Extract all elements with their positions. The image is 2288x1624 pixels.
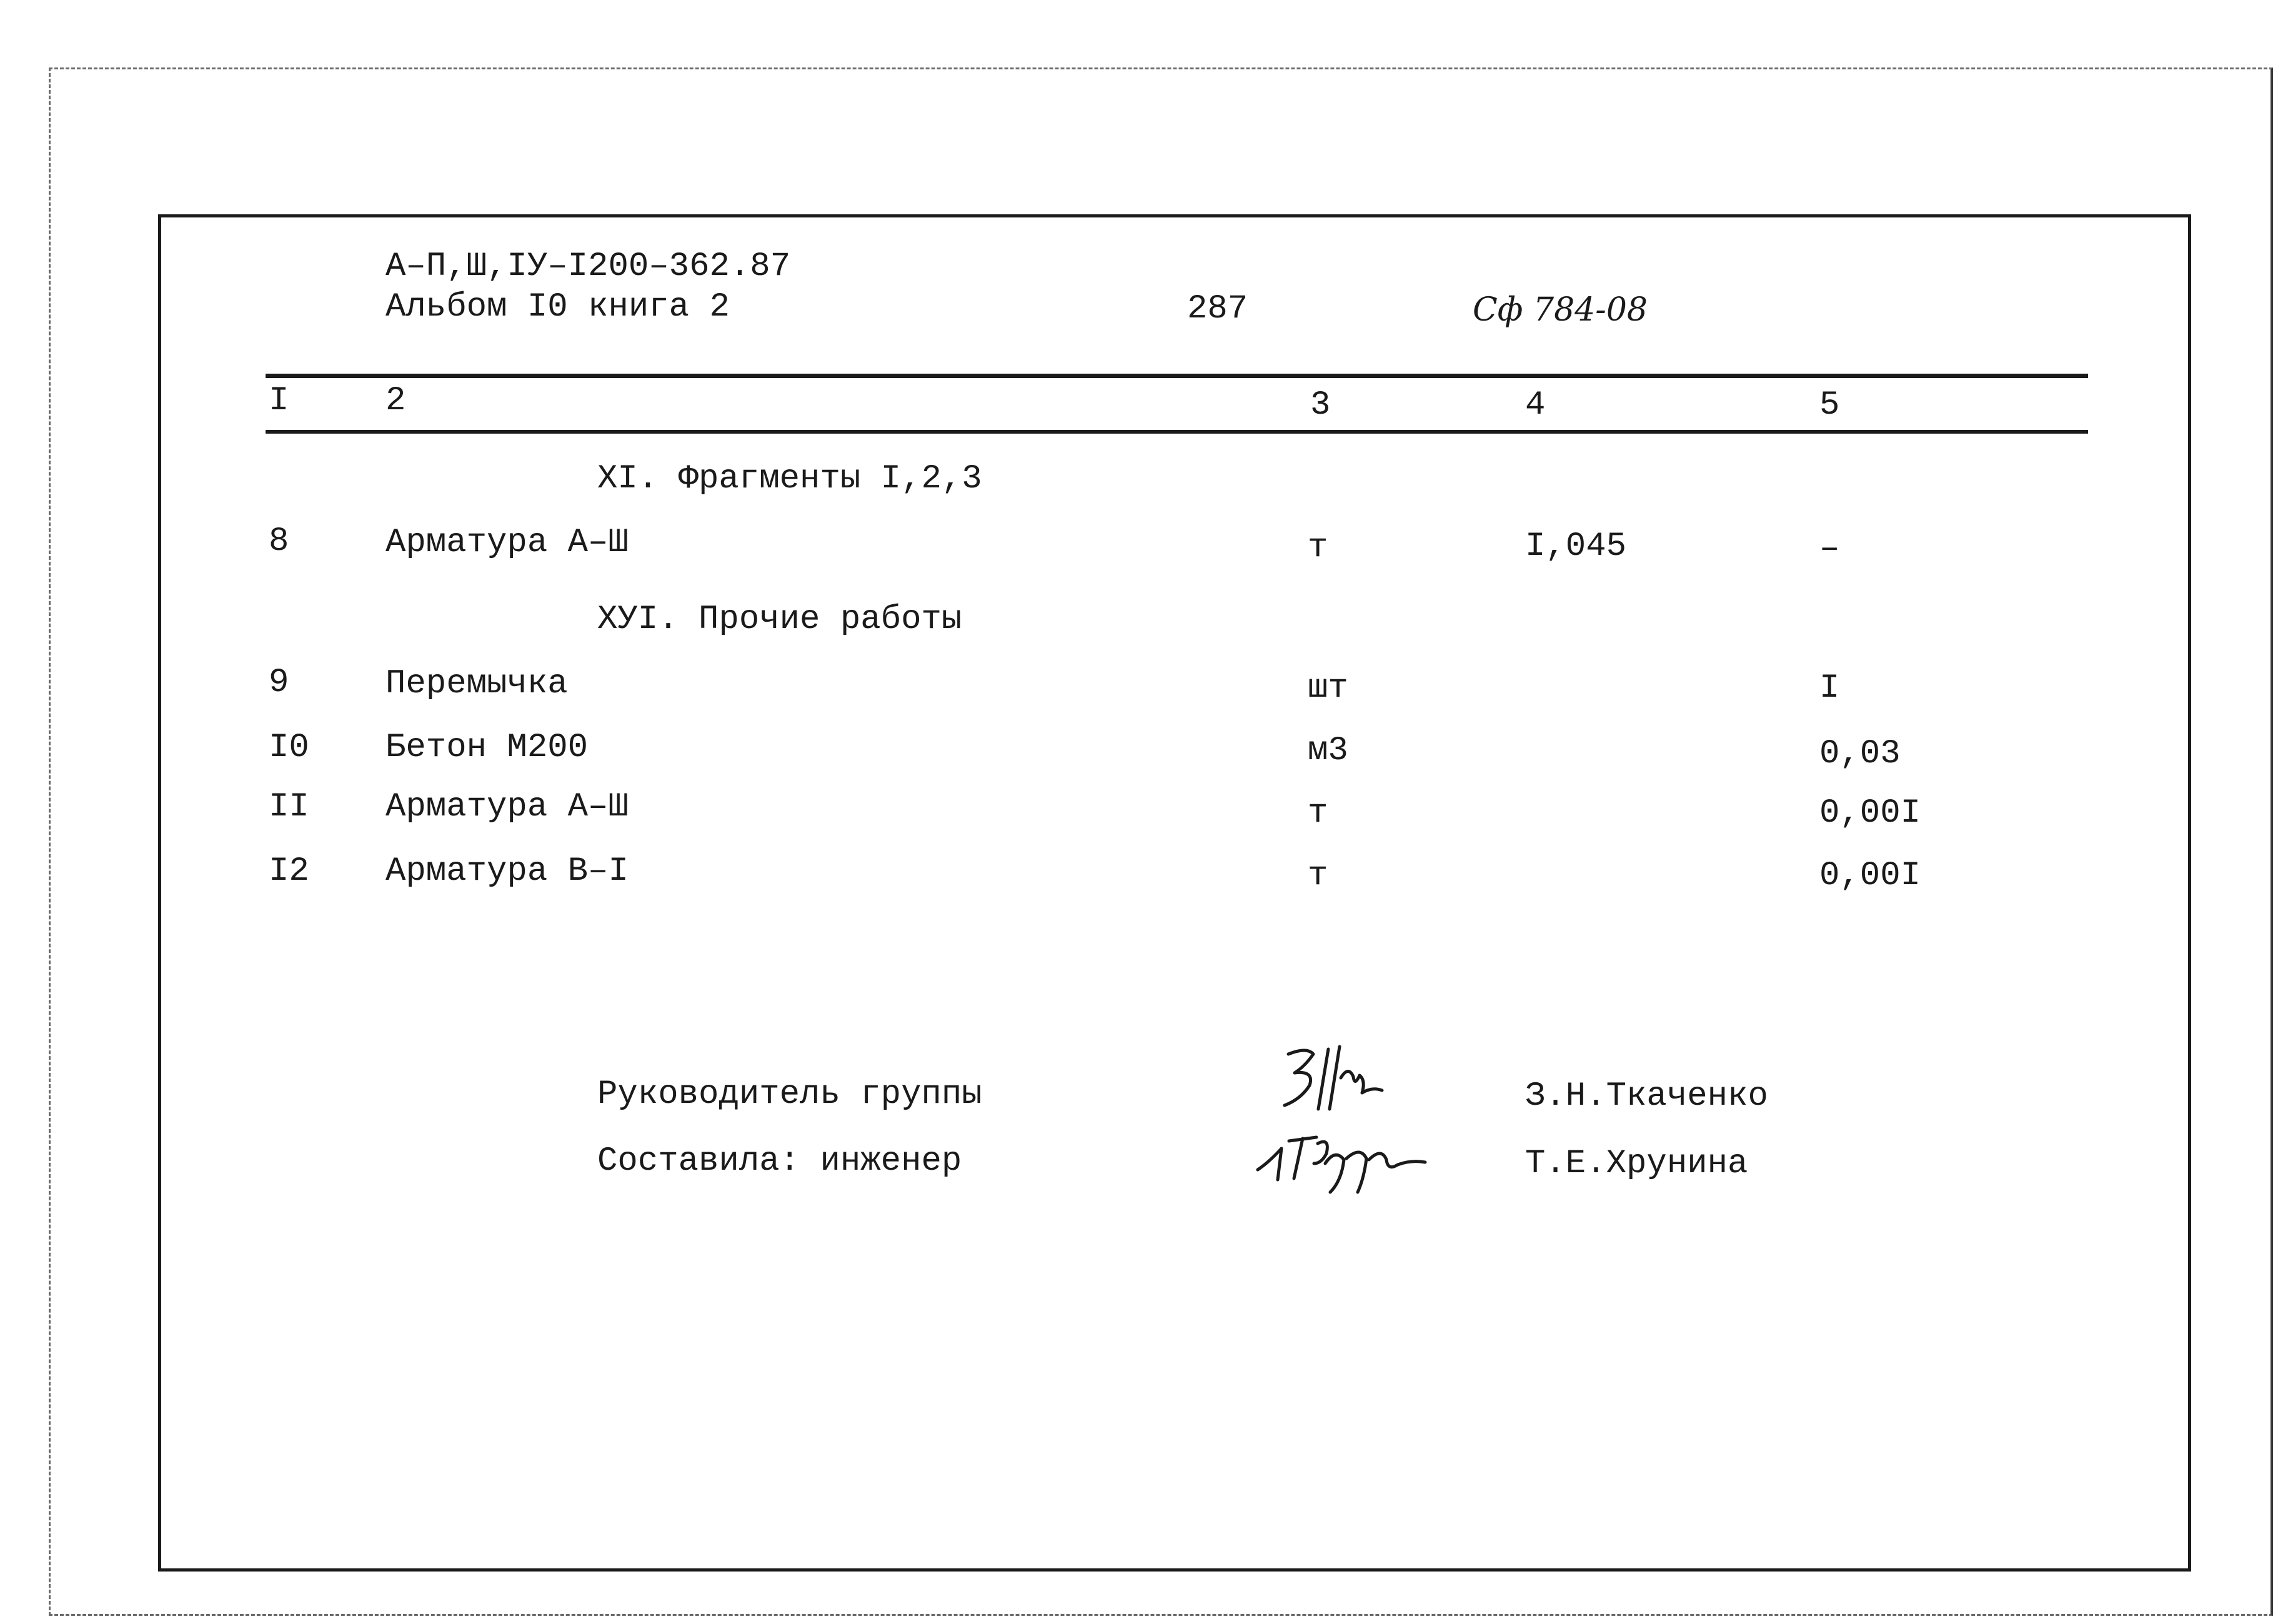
column-header-4: 4: [1525, 386, 1546, 424]
handwritten-code: Сф 784-08: [1473, 291, 1648, 329]
row-unit: т: [1308, 529, 1328, 567]
section-title: XI. Фрагменты I,2,3: [597, 460, 982, 498]
row-unit: м3: [1308, 732, 1348, 770]
row-name: Арматура А–Ш: [385, 788, 629, 826]
row-number: I2: [269, 852, 309, 890]
row-unit: т: [1308, 857, 1328, 895]
row-col5: I: [1819, 669, 1840, 707]
head-signature: [1275, 1040, 1400, 1122]
row-name: Перемычка: [385, 665, 568, 703]
author-role: Составила: инженер: [597, 1142, 962, 1180]
author-name: Т.Е.Хрунина: [1525, 1145, 1748, 1183]
column-header-5: 5: [1819, 386, 1840, 424]
row-name: Арматура В–I: [385, 852, 629, 890]
row-col5: 0,00I: [1819, 857, 1921, 895]
album-title: Альбом І0 книга 2: [385, 288, 730, 326]
row-col5: 0,00I: [1819, 794, 1921, 832]
row-name: Бетон М200: [385, 729, 589, 767]
row-number: 8: [269, 522, 289, 560]
head-name: З.Н.Ткаченко: [1525, 1077, 1768, 1115]
row-name: Арматура А–Ш: [385, 524, 629, 562]
author-signature: [1253, 1118, 1440, 1200]
head-role: Руководитель группы: [597, 1075, 982, 1113]
row-unit: шт: [1308, 669, 1348, 707]
column-header-1: I: [269, 382, 289, 420]
row-col4: I,045: [1525, 527, 1627, 565]
table-top-rule: [266, 374, 2088, 378]
row-col5: –: [1819, 530, 1840, 568]
table-header-rule: [266, 430, 2088, 434]
row-number: II: [269, 788, 309, 826]
column-header-2: 2: [385, 382, 406, 420]
column-header-3: 3: [1310, 386, 1331, 424]
row-col5: 0,03: [1819, 735, 1901, 773]
doc-code: А–П,Ш,ІУ–І200–362.87: [385, 247, 791, 286]
row-unit: т: [1308, 794, 1328, 832]
row-number: I0: [269, 729, 309, 767]
row-number: 9: [269, 664, 289, 702]
page-number: 287: [1187, 290, 1248, 328]
section-title: ХУI. Прочие работы: [597, 600, 962, 639]
